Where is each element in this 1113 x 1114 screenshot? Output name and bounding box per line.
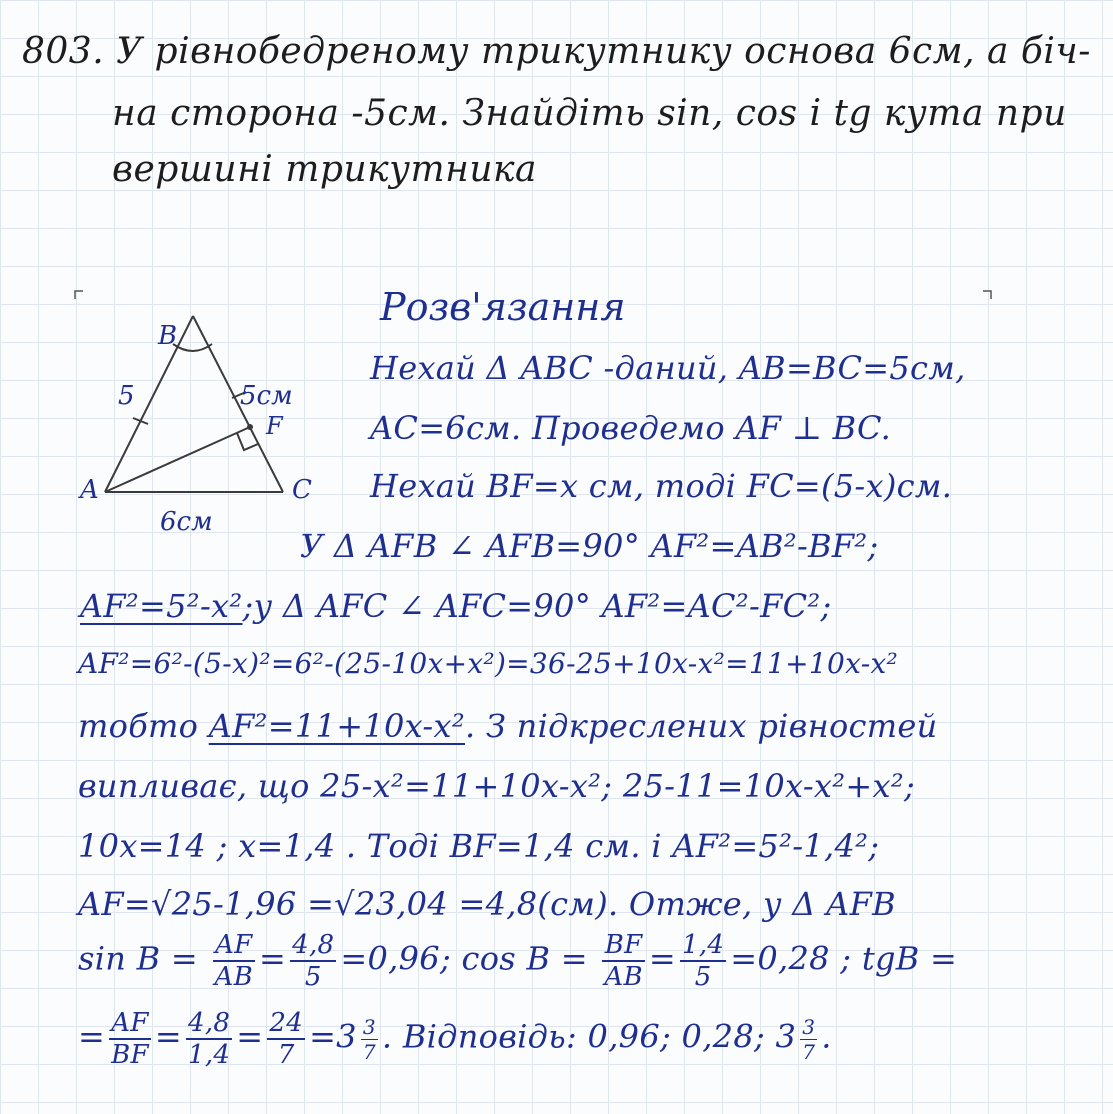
- fraction-numerator: 4,8: [188, 1008, 231, 1038]
- label-point-f: F: [266, 412, 283, 440]
- solution-line-5-rest: ;у Δ AFC ∠ AFC=90° AF²=AC²-FC²;: [242, 587, 832, 625]
- fraction-numerator: 3: [802, 1014, 816, 1039]
- label-side-ab: 5: [118, 381, 135, 411]
- point-f-dot: [247, 424, 253, 430]
- sin-result: =0,96; cos B =: [340, 939, 588, 978]
- answer-text: . Відповідь: 0,96; 0,28; 3: [381, 1017, 797, 1056]
- mixed-whole: =3: [309, 1017, 357, 1056]
- fraction-48-5: [290, 932, 336, 990]
- solution-line-7-rest: . З підкреслених рівностей: [465, 707, 938, 745]
- solution-line-3: Нехай BF=x см, тоді FC=(5-x)см.: [370, 467, 953, 505]
- corner-mark-left: [74, 290, 84, 300]
- fraction-numerator: AF: [213, 932, 255, 962]
- fraction-denominator: 7: [277, 1040, 295, 1070]
- fraction-24-7: [267, 1010, 305, 1068]
- fraction-denominator: AB: [604, 962, 643, 992]
- answer-end: .: [821, 1017, 832, 1056]
- solution-line-6: AF²=6²-(5-x)²=6²-(25-10x+x²)=36-25+10x-x²=11+10x-x²: [78, 647, 899, 680]
- label-side-ac: 6см: [160, 507, 213, 537]
- equals-sign: =: [259, 939, 287, 978]
- solution-line-1: Нехай Δ ABC -даний, AB=BC=5см,: [370, 349, 966, 387]
- label-vertex-a: A: [80, 475, 99, 505]
- solution-line-12: [78, 1010, 832, 1068]
- solution-line-11: [78, 932, 957, 990]
- solution-line-7: [78, 707, 938, 745]
- fraction-af-ab: [213, 932, 255, 990]
- fraction-denominator: BF: [111, 1040, 149, 1070]
- fraction-bf-ab: [602, 932, 644, 990]
- label-side-bc: 5см: [240, 381, 293, 411]
- sin-prefix: sin B =: [78, 939, 199, 978]
- problem-line-1: 803. У рівнобедреному трикутнику основа 6см, а біч-: [22, 31, 1091, 72]
- height-af: [105, 427, 250, 492]
- fraction-denominator: 5: [304, 962, 322, 992]
- fraction-numerator: 4,8: [292, 930, 335, 960]
- fraction-48-14: [186, 1010, 232, 1068]
- triangle-diagram: [70, 300, 340, 540]
- fraction-numerator: BF: [602, 932, 644, 962]
- underlined-equation-2: AF²=11+10x-x²: [208, 707, 466, 745]
- label-vertex-b: B: [158, 321, 178, 351]
- equals-sign: =: [154, 1017, 182, 1056]
- solution-line-9: 10x=14 ; x=1,4 . Тоді BF=1,4 см. і AF²=5²-1,4²;: [78, 827, 880, 865]
- fraction-numerator: 1,4: [681, 930, 725, 960]
- problem-line-3: вершині трикутника: [112, 149, 538, 190]
- fraction-numerator: AF: [109, 1010, 151, 1040]
- fraction-numerator: 3: [362, 1014, 376, 1039]
- fraction-denominator: 7: [362, 1039, 376, 1064]
- answer-fraction-3-7: [800, 1014, 817, 1064]
- solution-line-5: [80, 587, 832, 625]
- fraction-denominator: 5: [694, 962, 712, 992]
- fraction-denominator: 1,4: [188, 1040, 231, 1070]
- solution-heading: Розв'язання: [380, 285, 626, 329]
- cos-result: =0,28 ; tgB =: [730, 939, 958, 978]
- equals-prefix: =: [78, 1017, 106, 1056]
- solution-line-7-prefix: тобто: [78, 707, 209, 745]
- solution-line-4: У Δ AFB ∠ AFB=90° AF²=AB²-BF²;: [300, 527, 879, 565]
- fraction-denominator: 7: [802, 1039, 816, 1064]
- solution-line-2: AC=6см. Проведемо AF ⊥ BC.: [370, 409, 892, 447]
- fraction-af-bf: [109, 1010, 151, 1068]
- label-vertex-c: C: [292, 475, 312, 505]
- fraction-numerator: 24: [269, 1008, 304, 1038]
- fraction-denominator: AB: [214, 962, 254, 992]
- problem-line-2: на сторона -5см. Знайдіть sin, cos і tg кута при: [112, 93, 1067, 134]
- equals-sign: =: [648, 939, 676, 978]
- solution-line-10: AF=√25-1,96 =√23,04 =4,8(см). Отже, у Δ AFB: [78, 885, 896, 923]
- fraction-14-5: [680, 932, 726, 990]
- underlined-equation-1: AF²=5²-x²: [80, 587, 243, 625]
- fraction-3-7: [361, 1014, 378, 1064]
- equals-sign: =: [236, 1017, 264, 1056]
- solution-line-8: випливає, що 25-x²=11+10x-x²; 25-11=10x-x²+x²;: [78, 767, 916, 805]
- corner-mark-right: [982, 290, 992, 300]
